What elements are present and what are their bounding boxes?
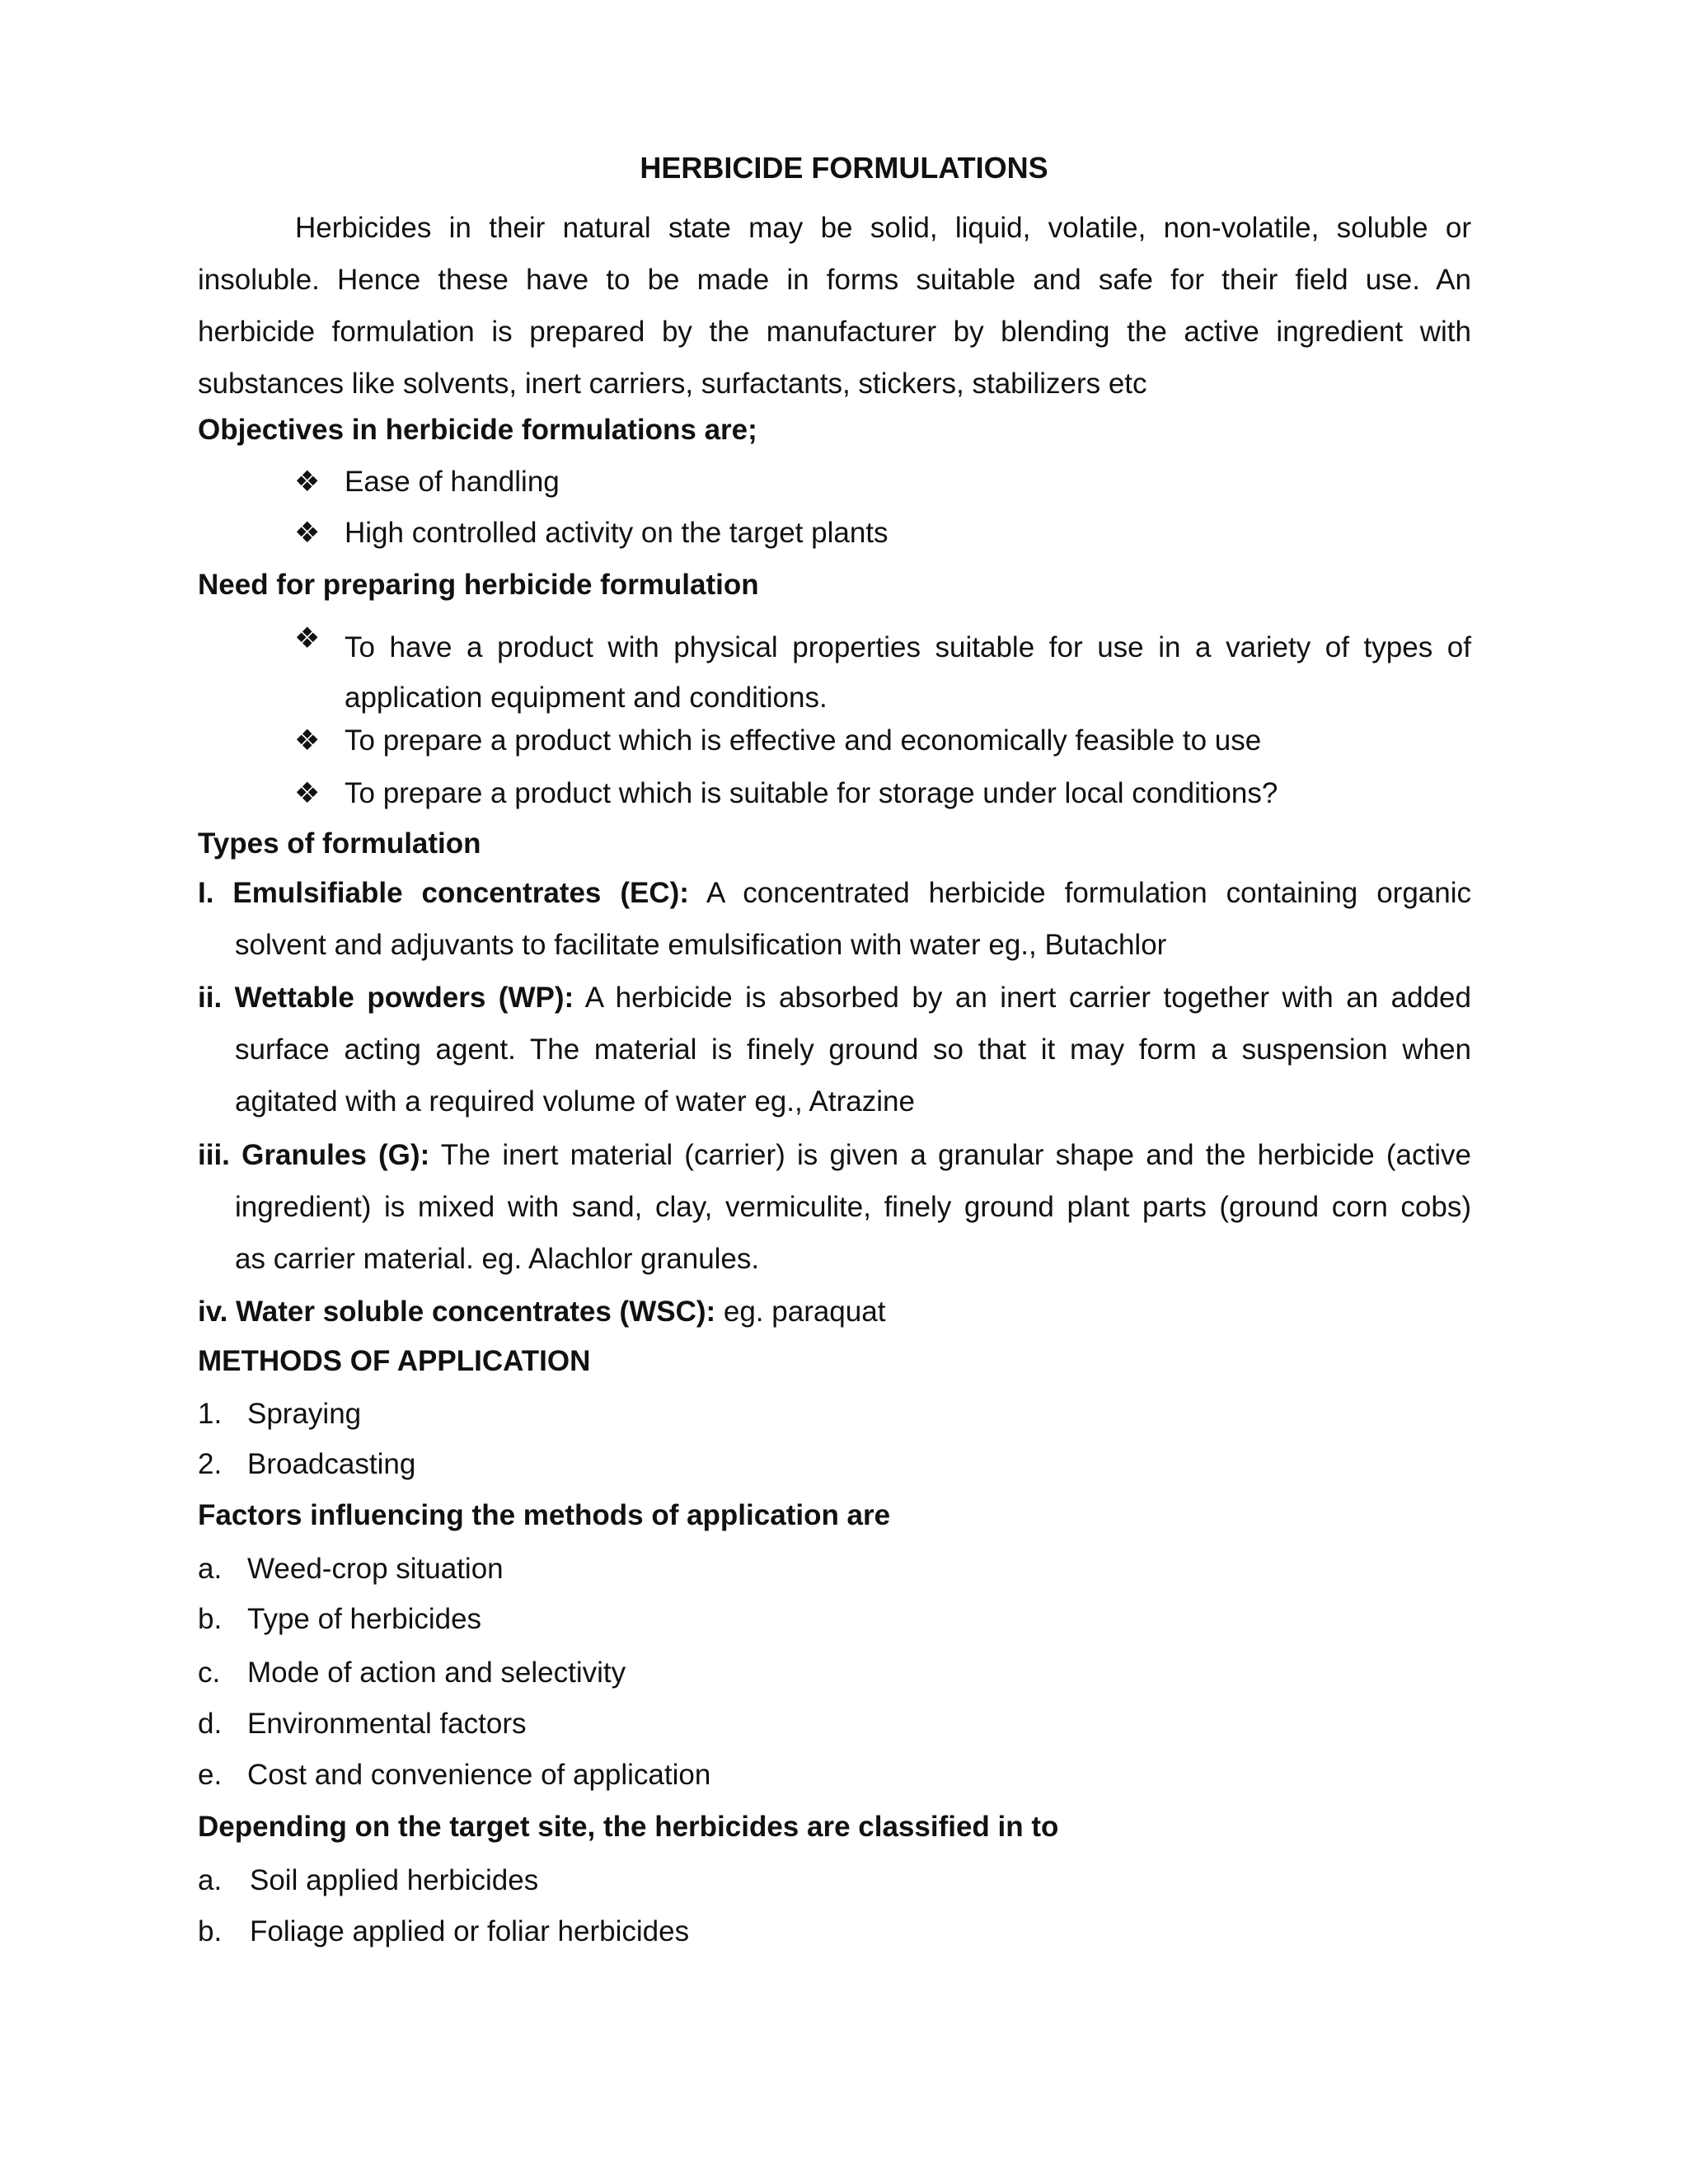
list-item-text: Environmental factors — [247, 1708, 527, 1740]
list-item-text: Type of herbicides — [247, 1603, 482, 1635]
types-heading: Types of formulation — [198, 827, 481, 860]
intro-line: herbicide formulation is prepared by the manufacturer by blending the active ingredient with — [198, 316, 1471, 348]
diamond-bullet-icon: ❖ — [294, 466, 321, 498]
intro-line: Herbicides in their natural state may be solid, liquid, volatile, non-volatile, soluble or — [295, 212, 1471, 244]
list-item-text: Mode of action and selectivity — [247, 1657, 626, 1689]
factors-heading: Factors influencing the methods of application are — [198, 1499, 891, 1531]
list-item-text: Cost and convenience of application — [247, 1759, 711, 1791]
methods-heading: METHODS OF APPLICATION — [198, 1345, 591, 1377]
list-item-letter: b. — [198, 1915, 223, 1947]
formulation-text: ingredient) is mixed with sand, clay, vermiculite, finely ground plant parts (ground corn cobs) — [235, 1191, 1471, 1223]
list-item-text — [345, 622, 1471, 723]
intro-paragraph — [198, 202, 1471, 410]
list-item-line: application equipment and conditions. — [345, 682, 828, 714]
formulation-label: I. Emulsifiable concentrates (EC): — [198, 877, 689, 909]
intro-line: insoluble. Hence these have to be made in forms suitable and safe for their field use. An — [198, 264, 1471, 296]
list-item-text: High controlled activity on the target plants — [345, 517, 889, 549]
list-item-letter: d. — [198, 1708, 223, 1740]
formulation-text: The inert material (carrier) is given a granular shape and the herbicide (active — [429, 1139, 1471, 1171]
list-item-text: Spraying — [247, 1398, 362, 1430]
formulation-text: surface acting agent. The material is finely ground so that it may form a suspension when — [235, 1033, 1471, 1066]
formulation-text: eg. paraquat — [715, 1296, 886, 1328]
diamond-bullet-icon: ❖ — [294, 777, 321, 809]
page-title: HERBICIDE FORMULATIONS — [640, 151, 1048, 185]
diamond-bullet-icon: ❖ — [294, 622, 321, 654]
list-item-text: Soil applied herbicides — [250, 1864, 539, 1896]
diamond-bullet-icon: ❖ — [294, 517, 321, 549]
list-item-text: To prepare a product which is effective and economically feasible to use — [345, 724, 1262, 757]
formulation-text: agitated with a required volume of water eg., Atrazine — [235, 1085, 915, 1118]
formulation-label: iv. Water soluble concentrates (WSC): — [198, 1296, 716, 1328]
list-item-text: To prepare a product which is suitable for storage under local conditions? — [345, 777, 1278, 809]
formulation-text: A herbicide is absorbed by an inert carrier together with an added — [574, 982, 1471, 1014]
list-item-number: 2. — [198, 1448, 223, 1480]
list-item-letter: b. — [198, 1603, 223, 1635]
list-item-text: Ease of handling — [345, 466, 560, 498]
list-item-text: Foliage applied or foliar herbicides — [250, 1915, 690, 1947]
list-item-letter: c. — [198, 1657, 221, 1689]
list-item-letter: a. — [198, 1553, 223, 1585]
diamond-bullet-icon: ❖ — [294, 724, 321, 757]
list-item-letter: a. — [198, 1864, 223, 1896]
formulation-text: A concentrated herbicide formulation containing organic — [688, 877, 1471, 909]
formulation-type — [198, 1129, 1471, 1285]
formulation-type — [198, 1286, 1471, 1338]
need-heading: Need for preparing herbicide formulation — [198, 569, 759, 601]
list-item-letter: e. — [198, 1759, 223, 1791]
objectives-heading: Objectives in herbicide formulations are; — [198, 414, 757, 446]
formulation-type — [198, 972, 1471, 1127]
formulation-label: ii. Wettable powders (WP): — [198, 982, 574, 1014]
list-item-text: Broadcasting — [247, 1448, 416, 1480]
list-item-line: To have a product with physical properties suitable for use in a variety of types of — [345, 631, 1471, 663]
formulation-text: as carrier material. eg. Alachlor granules. — [235, 1243, 760, 1275]
formulation-text: solvent and adjuvants to facilitate emulsification with water eg., Butachlor — [235, 929, 1167, 961]
formulation-label: iii. Granules (G): — [198, 1139, 430, 1171]
intro-line: substances like solvents, inert carriers, surfactants, stickers, stabilizers etc — [198, 368, 1147, 400]
list-item-number: 1. — [198, 1398, 223, 1430]
target-heading: Depending on the target site, the herbicides are classified in to — [198, 1811, 1059, 1843]
list-item-text: Weed-crop situation — [247, 1553, 504, 1585]
formulation-type — [198, 867, 1471, 971]
